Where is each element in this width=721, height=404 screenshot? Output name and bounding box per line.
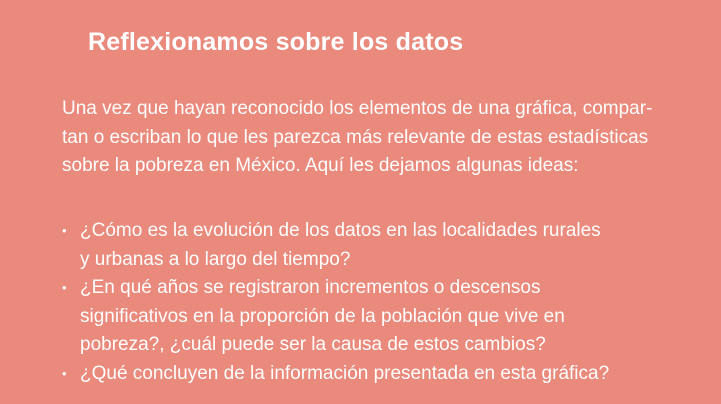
- question-text: [80, 274, 565, 360]
- bullet-icon: •: [62, 280, 67, 295]
- question-line: pobreza?, ¿cuál puede ser la causa de estos cambios?: [80, 334, 546, 355]
- question-text: [80, 360, 609, 389]
- question-line: ¿Qué concluyen de la información presentada en esta gráfica?: [80, 362, 610, 384]
- question-line: ¿Cómo es la evolución de los datos en las localidades rurales: [80, 220, 601, 241]
- question-line: y urbanas a lo largo del tiempo?: [80, 248, 351, 270]
- list-item: [62, 360, 609, 389]
- intro-line: Una vez que hayan reconocido los elementos de una gráfica, compar-: [62, 98, 653, 119]
- list-item: [62, 217, 609, 274]
- question-line: ¿En qué años se registraron incrementos o descensos: [80, 277, 541, 298]
- list-item: [62, 274, 609, 360]
- intro-line: tan o escriban lo que les parezca más relevante de estas estadísticas: [62, 126, 649, 148]
- bullet-icon: •: [62, 365, 67, 381]
- question-line: significativos en la proporción de la población que vive en: [80, 305, 565, 327]
- intro-paragraph: [62, 95, 652, 181]
- section-title: Reflexionamos sobre los datos: [88, 28, 464, 56]
- intro-line: sobre la pobreza en México. Aquí les dejamos algunas ideas:: [62, 155, 579, 176]
- questions-list: [62, 217, 609, 388]
- bullet-icon: •: [62, 223, 67, 238]
- question-text: [80, 217, 601, 274]
